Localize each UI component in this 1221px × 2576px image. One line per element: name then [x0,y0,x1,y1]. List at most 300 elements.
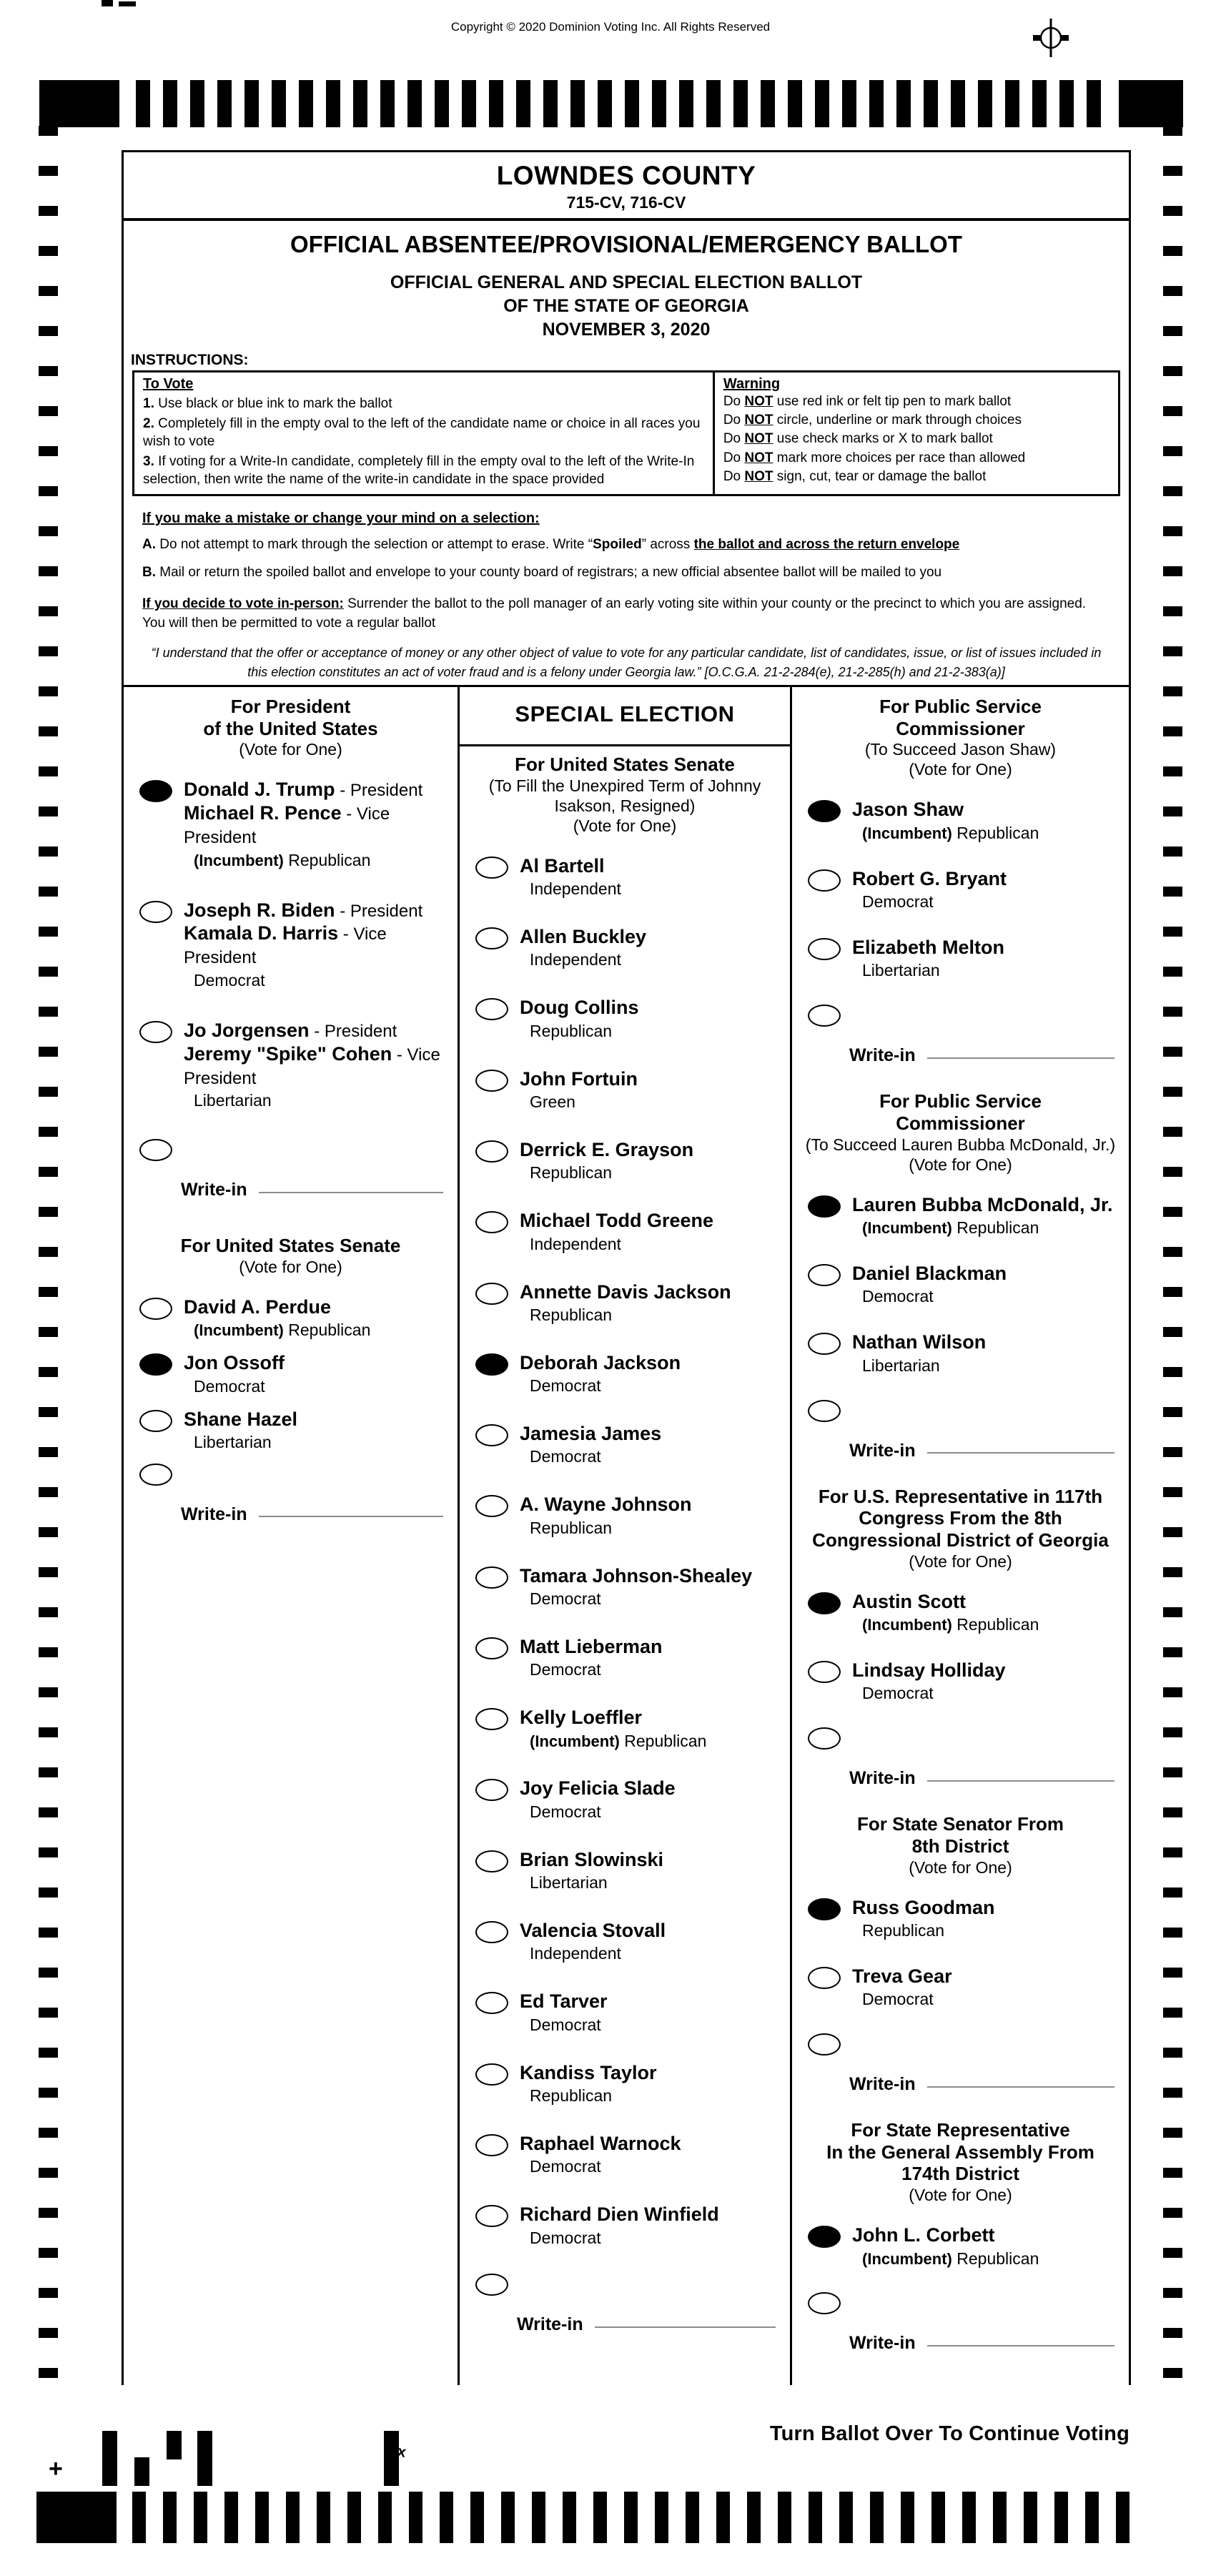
timing-mark [39,1247,58,1257]
candidate-name: Shane Hazel [184,1408,298,1430]
timing-mark [39,1367,58,1377]
vote-for-note: (Vote for One) [909,1551,1012,1571]
write-in-oval[interactable] [475,2274,508,2296]
candidate-name: Russ Goodman [852,1896,995,1918]
timing-mark [39,2008,58,2018]
timing-mark [1163,847,1182,857]
write-in-oval[interactable] [808,2033,841,2056]
race-title-line: Commissioner [896,1112,1025,1134]
ballot-oval[interactable] [475,1566,508,1589]
party-line [852,1613,1039,1636]
timing-mark [1163,1807,1182,1817]
timing-mark [407,80,422,127]
timing-mark [1059,80,1074,127]
ballot-oval[interactable] [808,938,841,960]
special-election-banner: SPECIAL ELECTION [515,701,735,726]
candidate-name: Valencia Stovall [520,1920,666,1942]
timing-mark [39,286,58,296]
race-title-line: 8th District [911,1835,1009,1857]
timing-mark [380,80,395,127]
timing-mark [1163,366,1182,376]
party-name: Independent [530,879,621,899]
ballot-oval[interactable] [808,1264,841,1286]
timing-mark [733,80,748,127]
ballot-oval[interactable] [475,1283,508,1305]
timing-mark [1005,80,1019,127]
timing-mark [1163,1727,1182,1737]
incumbent-tag: (Incumbent) [194,1321,284,1340]
party-line [520,1871,663,1894]
party-name: Independent [530,950,621,969]
timing-mark [1163,166,1182,176]
write-in-label: Write-in [181,1180,247,1200]
party-line [852,821,1039,844]
candidate-name-line [852,2224,1039,2246]
candidate-name: Brian Slowinski [520,1848,664,1870]
race [792,696,1129,1066]
candidate-name: Derrick E. Grayson [520,1138,694,1160]
candidate-name-line [184,1019,458,1042]
ballot-oval[interactable] [475,1211,508,1233]
timing-mark [869,80,884,127]
timing-mark [39,1968,58,1978]
candidate-name: Jon Ossoff [184,1352,285,1374]
timing-mark [1163,1487,1182,1497]
ballot-columns [122,685,1131,2385]
timing-mark [1163,1647,1182,1657]
candidate-option [460,996,790,1042]
timing-strip-bottom [36,2492,1159,2543]
candidate-name-line [520,1706,706,1729]
incumbent-tag: (Incumbent) [862,1219,952,1238]
race-header [796,1486,1124,1571]
timing-mark [1163,766,1182,776]
vote-for-note: (Vote for One) [909,2186,1012,2205]
candidate-name: Lauren Bubba McDonald, Jr. [852,1193,1113,1215]
party-name: Democrat [530,2015,601,2034]
candidate-info [520,1848,663,1894]
race-header [128,696,453,759]
candidate-name-line [852,1965,952,1988]
candidate-name-line [184,1296,370,1318]
ballot-oval[interactable] [475,1708,508,1730]
candidate-name-line [852,1659,1006,1682]
party-line [852,1285,1007,1308]
write-in-oval[interactable] [808,1727,841,1750]
mistake-heading: If you make a mistake or change your mind on a selection: [142,510,540,527]
warning-item: Do NOT use red ink or felt tip pen to mark ballot [723,394,1012,409]
candidate-info [520,1493,692,1539]
party-line [852,2247,1039,2270]
timing-mark [136,80,150,127]
ballot-oval-filled[interactable] [139,1353,172,1376]
party-line [520,1800,676,1823]
candidate-name: Lindsay Holliday [852,1659,1006,1681]
ballot-oval[interactable] [475,1140,508,1163]
candidate-name: Jamesia James [520,1423,662,1445]
timing-mark [1163,326,1182,336]
timing-mark [1163,726,1182,736]
candidate-office-suffix: - President [335,901,423,921]
ballot-oval-filled[interactable] [139,780,172,802]
candidate-name: Annette Davis Jackson [520,1280,731,1303]
candidate-info [520,1351,681,1397]
write-in-oval[interactable] [808,1400,841,1422]
candidate-info [520,1422,661,1468]
timing-mark [39,1527,58,1537]
ballot-oval[interactable] [139,1410,172,1432]
party-line [520,2084,657,2107]
timing-mark [1163,566,1182,576]
ballot-oval-filled[interactable] [475,1353,508,1376]
timing-mark [39,1007,58,1017]
candidate-name-line [184,1408,297,1431]
candidate-name: Michael R. Pence [184,802,342,824]
candidate-name: Al Bartell [520,854,605,877]
party-line [184,1375,285,1398]
candidate-option [460,1138,790,1184]
timing-mark [39,1928,58,1938]
ballot-oval[interactable] [475,1779,508,1801]
ballot-oval-filled[interactable] [808,1195,841,1218]
ballot-column [460,687,792,2385]
timing-mark [39,526,58,536]
race-subtitle-line: (To Succeed Lauren Bubba McDonald, Jr.) [805,1135,1116,1154]
candidate-name-line [184,801,458,849]
ballot-oval[interactable] [808,1661,841,1683]
candidate-option [792,1193,1129,1239]
ballot-oval[interactable] [475,1424,508,1446]
write-in-option [792,2033,1129,2095]
party-name: Republican [530,1305,613,1324]
timing-strip-top [39,80,1183,127]
ballot-oval-filled[interactable] [808,800,841,822]
timing-mark [516,80,530,127]
party-name: Democrat [530,2228,601,2247]
party-line [184,849,458,872]
candidate-name: David A. Perdue [184,1296,332,1318]
race [792,1486,1129,1790]
race-title-line: Commissioner [896,717,1025,739]
timing-mark [39,927,58,937]
party-name: Democrat [862,892,934,912]
race-subtitle-line: Isakson, Resigned) [554,796,696,815]
timing-mark [39,406,58,416]
timing-mark [1163,206,1182,216]
timing-mark [39,766,58,776]
ballot-oval[interactable] [475,2205,508,2227]
timing-mark [39,1327,58,1337]
candidate-name-line [520,1564,752,1587]
mistake-step-b: B. Mail or return the spoiled ballot and envelope to your county board of registrars; a new official absentee ballot will be mailed to you [142,564,942,580]
party-line [520,2013,608,2036]
ballot-oval[interactable] [475,2134,508,2156]
timing-mark [409,2492,422,2543]
barcode-bar [167,2431,182,2459]
ballot-oval[interactable] [475,927,508,949]
candidate-option [124,778,458,871]
timing-mark [1163,406,1182,416]
candidate-name: Daniel Blackman [852,1263,1007,1284]
write-in-row [517,2314,776,2335]
timing-mark [39,446,58,456]
ballot-oval[interactable] [475,1637,508,1659]
candidate-info [520,2061,657,2107]
corner-dash [119,1,136,6]
timing-mark [39,2048,58,2058]
ballot-oval[interactable] [475,1992,508,2014]
timing-mark [655,2492,668,2543]
timing-mark [593,2492,607,2543]
candidate-info [520,1067,638,1113]
party-name: Democrat [530,1660,601,1679]
copyright-line: Copyright © 2020 Dominion Voting Inc. All Rights Reserved [450,20,771,34]
timing-mark [1163,1607,1182,1617]
ballot-oval[interactable] [475,998,508,1020]
timing-mark [1163,286,1182,296]
party-name: Democrat [194,1376,265,1396]
write-in-oval[interactable] [808,2292,841,2314]
timing-mark [39,1047,58,1057]
timing-mark [563,2492,576,2543]
timing-mark [39,606,58,616]
race-title-line: For United States Senate [180,1235,401,1257]
timing-mark [747,2492,761,2543]
candidate-name-line [520,996,638,1019]
candidate-option [792,798,1129,844]
timing-mark [1163,2008,1182,2018]
write-in-label: Write-in [181,1504,247,1524]
race [124,1235,458,1525]
candidate-info [852,1590,1039,1636]
write-in-row [849,1768,1114,1789]
ballot-oval[interactable] [475,1921,508,1943]
ballot-oval[interactable] [808,869,841,892]
party-name: Green [530,1092,575,1112]
candidate-option [460,1280,790,1326]
timing-mark [1163,646,1182,656]
candidate-info [184,1408,297,1454]
timing-mark [39,2328,58,2338]
vote-for-note: (Vote for One) [239,740,342,759]
timing-mark [1054,2492,1068,2543]
timing-mark [1163,806,1182,816]
timing-mark [1163,246,1182,256]
candidate-option [460,2061,790,2107]
timing-mark [598,80,612,127]
incumbent-tag: (Incumbent) [530,1732,620,1750]
write-in-rule-line [927,2085,1114,2088]
write-in-row [849,1045,1114,1066]
timing-mark [217,80,232,127]
party-line [520,1020,638,1042]
ballot-column [124,687,460,2385]
timing-mark [1163,1887,1182,1898]
ballot-oval[interactable] [808,1967,841,1989]
candidate-name: John L. Corbett [852,2224,995,2246]
vote-for-note: (Vote for One) [909,760,1012,779]
party-name: Independent [530,1234,621,1253]
timing-mark [39,1167,58,1177]
write-in-oval[interactable] [808,1005,841,1027]
timing-mark [1163,1087,1182,1097]
party-line [184,1318,370,1341]
timing-mark [1163,2168,1182,2178]
timing-mark [39,686,58,696]
candidate-name: A. Wayne Johnson [520,1494,692,1516]
ballot-oval[interactable] [475,857,508,879]
timing-mark [809,2492,822,2543]
timing-mark [39,1727,58,1737]
party-name: Democrat [530,2157,601,2176]
candidate-info [852,1331,986,1376]
vote-for-note: (Vote for One) [239,1257,342,1276]
party-name: Republican [288,850,371,869]
race-header [128,1235,453,1277]
race-title-line: For President [230,696,351,717]
stray-print-mark: x [395,2443,408,2461]
ballot-oval[interactable] [475,1850,508,1872]
ballot-oval-filled[interactable] [808,2226,841,2248]
candidate-info [520,1990,608,2035]
party-line [852,1988,952,2010]
write-in-oval[interactable] [139,1464,172,1486]
timing-mark [1163,2368,1182,2378]
write-in-rule-line [927,1451,1114,1454]
candidate-option [792,1896,1129,1942]
timing-mark [1163,887,1182,897]
timing-mark [1163,1207,1182,1217]
timing-mark [39,1767,58,1777]
timing-mark [39,366,58,376]
write-in-option [792,1727,1129,1789]
candidate-info [520,1777,676,1822]
timing-mark [1163,1447,1182,1457]
candidate-name-line [184,1351,285,1374]
ballot-oval[interactable] [139,1021,172,1043]
warning-item: Do NOT use check marks or X to mark ballot [723,431,993,447]
race [460,754,790,2335]
timing-mark [1163,927,1182,937]
timing-mark [716,2492,730,2543]
timing-mark [299,80,313,127]
timing-mark [39,1447,58,1457]
timing-mark [839,2492,853,2543]
voter-fraud-notice: “I understand that the offer or acceptance of money or any other object of value to vote for any particular candidate, list of candidates, issue, or list of issues included in this election constitutes an act of voter fraud and is a felony under Georgia law.” [O.C.G.A. 21-2-284(e), 21-2-285(h) and 21-2-383(a)] [151,645,1102,679]
timing-mark [378,2492,392,2543]
candidate-info [852,1659,1006,1704]
race-header [796,1090,1124,1174]
party-line [852,959,1004,982]
write-in-label: Write-in [849,1440,916,1461]
timing-mark [163,2492,177,2543]
party-name: Democrat [530,1447,601,1466]
party-line [520,1303,731,1326]
timing-mark [788,80,802,127]
timing-mark [347,2492,361,2543]
timing-mark [896,80,911,127]
ballot-oval[interactable] [475,1495,508,1517]
party-name: Libertarian [530,1873,608,1892]
candidate-name: Raphael Warnock [520,2132,681,2154]
timing-mark [1085,2492,1099,2543]
candidate-office-suffix: - President [309,1021,397,1041]
candidate-info [520,925,646,971]
candidate-option [460,1209,790,1255]
timing-mark [815,80,829,127]
ballot-oval[interactable] [808,1333,841,1355]
timing-mark [679,80,693,127]
timing-mark [1163,2128,1182,2138]
timing-mark [194,2492,207,2543]
party-line [520,1233,713,1255]
timing-mark [353,80,367,127]
candidate-name: Elizabeth Melton [852,937,1005,958]
timing-mark [39,887,58,897]
warning-item: Do NOT mark more choices per race than allowed [723,450,1026,465]
write-in-rule-line [259,1514,443,1517]
party-line [852,890,1007,913]
timing-mark [1163,486,1182,496]
candidate-name-line [184,922,458,969]
timing-mark [1163,446,1182,456]
party-line [520,1445,661,1468]
ballot-oval[interactable] [139,901,172,923]
timing-mark [1163,1968,1182,1978]
candidate-office-suffix: - Vice President [184,1045,440,1088]
timing-mark [39,1647,58,1657]
party-line [520,1587,752,1610]
ballot-oval[interactable] [139,1298,172,1320]
timing-mark [39,126,58,136]
timing-mark [1163,2248,1182,2258]
ballot-oval-filled[interactable] [808,1898,841,1920]
party-line [184,1089,458,1112]
candidate-name-line [852,1262,1007,1285]
barcode-bar [134,2457,149,2486]
race-header [796,696,1124,779]
race-title-line: Congress From the 8th [859,1507,1062,1529]
ballot-oval[interactable] [475,2063,508,2086]
candidate-option [460,1777,790,1822]
write-in-oval[interactable] [139,1139,172,1161]
ballot-oval[interactable] [475,1070,508,1092]
timing-mark [39,1807,58,1817]
candidate-info [852,1262,1007,1308]
warning-item: Do NOT sign, cut, tear or damage the ballot [723,468,987,484]
candidate-name: Deborah Jackson [520,1351,681,1373]
timing-mark [652,80,666,127]
ballot-oval-filled[interactable] [808,1592,841,1614]
timing-mark [39,1607,58,1617]
candidate-option [124,1296,458,1341]
party-name: Republican [862,1920,945,1940]
candidate-info [852,936,1004,982]
timing-mark [686,2492,699,2543]
race-title-line: of the United States [203,717,378,739]
timing-mark [39,2248,58,2258]
candidate-name-line [520,1138,693,1161]
timing-mark [1163,1847,1182,1857]
race-title-line: For State Senator From [857,1813,1064,1835]
candidate-name-line [184,778,458,801]
timing-mark [1163,606,1182,616]
candidate-option [460,925,790,971]
timing-mark [1163,1407,1182,1417]
party-name: Libertarian [862,1356,940,1375]
county-section [124,152,1129,221]
party-line [520,1161,693,1184]
